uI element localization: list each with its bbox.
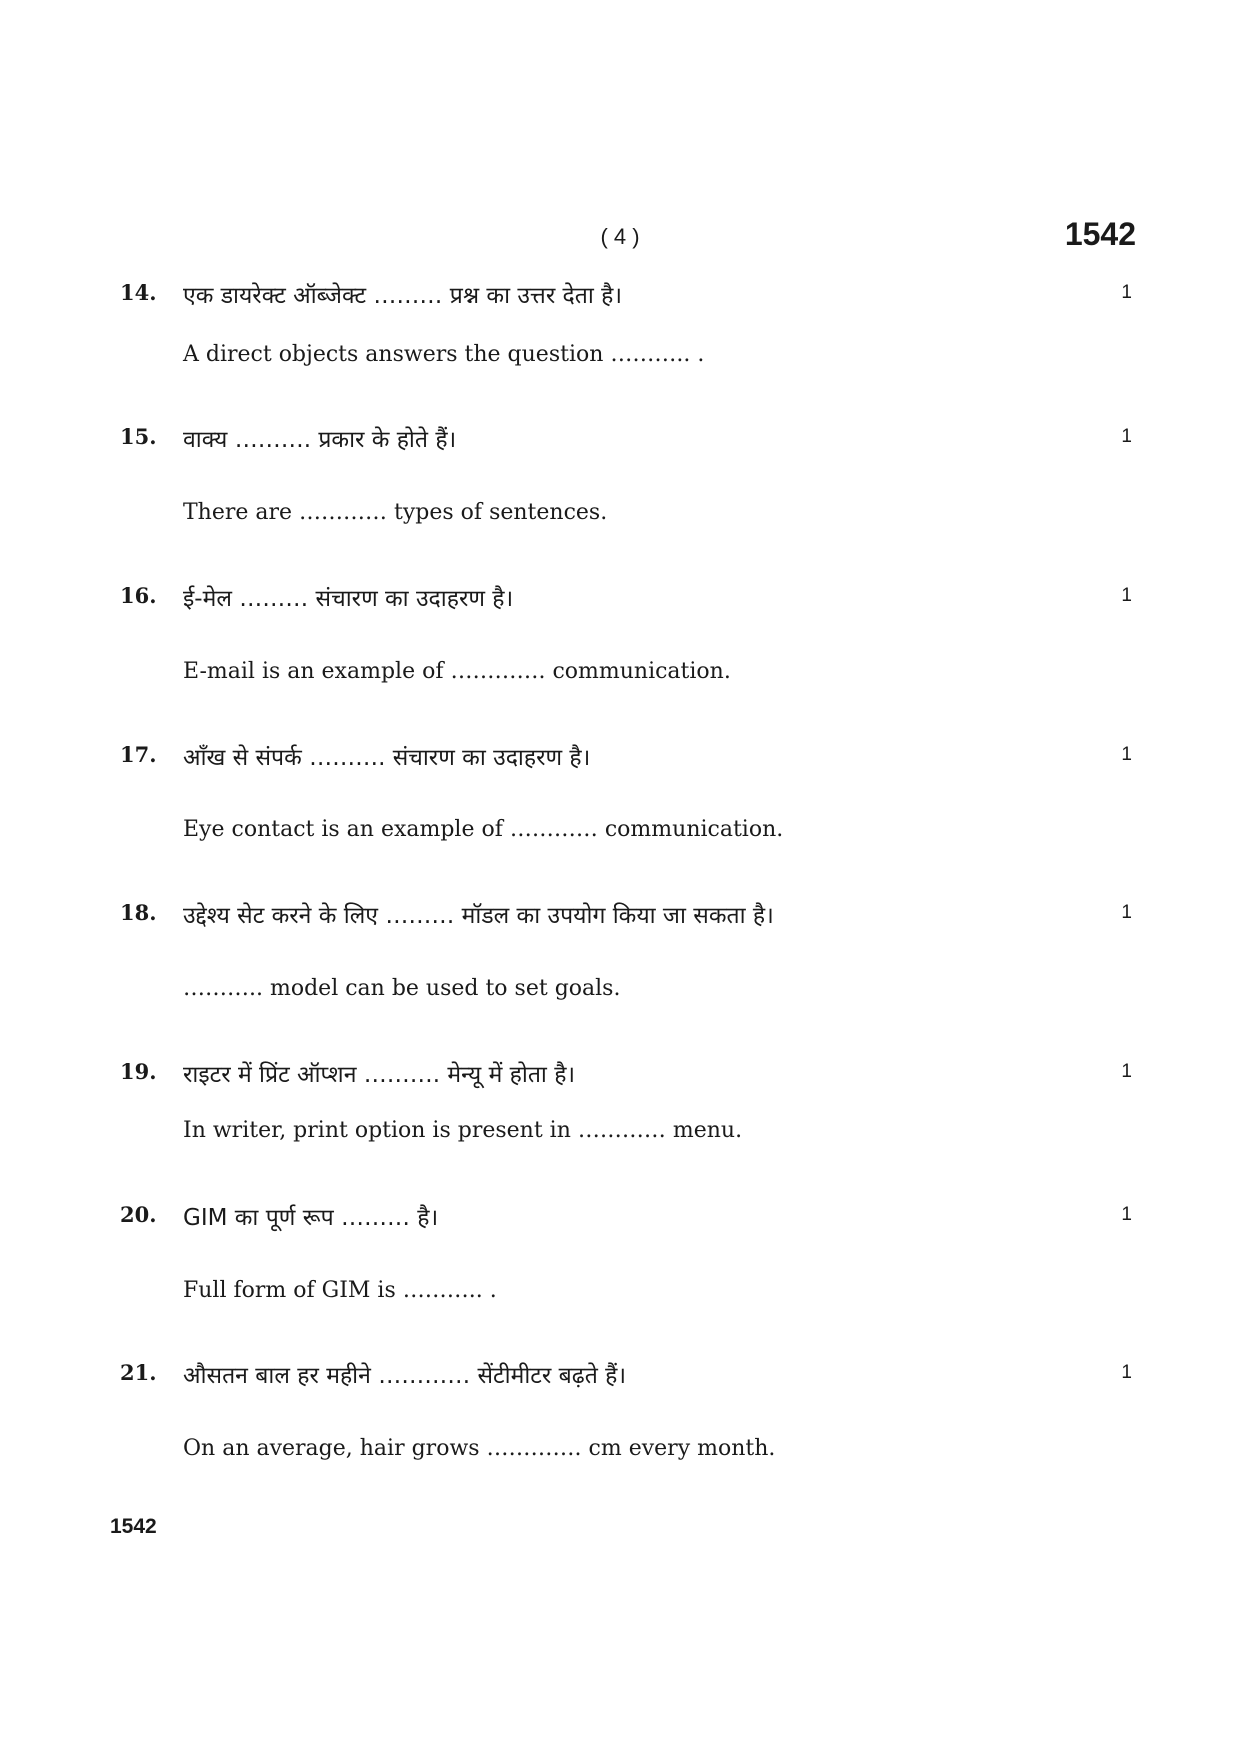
question-text-hindi: एक डायरेक्ट ऑब्जेक्ट ……… प्रश्न का उत्तर देता है। bbox=[183, 283, 623, 309]
question-text-english: Full form of GIM is ……….. . bbox=[183, 1278, 497, 1303]
question-marks: 1 bbox=[1121, 585, 1132, 606]
question-number: 20. bbox=[120, 1202, 157, 1227]
paper-code-footer: 1542 bbox=[110, 1515, 157, 1538]
question-number: 18. bbox=[120, 900, 157, 925]
question-marks: 1 bbox=[1121, 902, 1132, 923]
question-text-hindi: वाक्य ………. प्रकार के होते हैं। bbox=[183, 427, 457, 453]
question-text-english: There are ………… types of sentences. bbox=[183, 500, 608, 525]
question-number: 14. bbox=[120, 280, 157, 305]
question-text-english: In writer, print option is present in ………… menu. bbox=[183, 1118, 743, 1143]
question-marks: 1 bbox=[1121, 1061, 1132, 1082]
question-marks: 1 bbox=[1121, 1204, 1132, 1225]
question-marks: 1 bbox=[1121, 282, 1132, 303]
question-text-hindi: उद्देश्य सेट करने के लिए ……… मॉडल का उपयोग किया जा सकता है। bbox=[183, 903, 774, 929]
question-number: 15. bbox=[120, 424, 157, 449]
question-number: 16. bbox=[120, 583, 157, 608]
question-marks: 1 bbox=[1121, 744, 1132, 765]
question-text-hindi: औसतन बाल हर महीने ………… सेंटीमीटर बढ़ते हैं। bbox=[183, 1363, 627, 1389]
question-text-hindi: आँख से संपर्क ………. संचारण का उदाहरण है। bbox=[183, 745, 591, 771]
question-number: 19. bbox=[120, 1059, 157, 1084]
question-text-english: ……….. model can be used to set goals. bbox=[183, 976, 621, 1001]
question-marks: 1 bbox=[1121, 1362, 1132, 1383]
question-text-hindi: GIM का पूर्ण रूप ……… है। bbox=[183, 1205, 439, 1231]
question-text-english: A direct objects answers the question ……….. . bbox=[183, 342, 705, 367]
paper-code-header: 1542 bbox=[1064, 216, 1136, 252]
question-number: 17. bbox=[120, 742, 157, 767]
question-text-english: On an average, hair grows …………. cm every month. bbox=[183, 1436, 776, 1461]
question-marks: 1 bbox=[1121, 426, 1132, 447]
question-text-hindi: राइटर में प्रिंट ऑप्शन ………. मेन्यू में होता है। bbox=[183, 1062, 576, 1088]
page-number: ( 4 ) bbox=[600, 224, 640, 249]
question-text-english: E-mail is an example of …………. communication. bbox=[183, 659, 731, 684]
question-text-hindi: ई-मेल ……… संचारण का उदाहरण है। bbox=[183, 586, 514, 612]
question-number: 21. bbox=[120, 1360, 157, 1385]
question-text-english: Eye contact is an example of ………… communication. bbox=[183, 817, 784, 842]
